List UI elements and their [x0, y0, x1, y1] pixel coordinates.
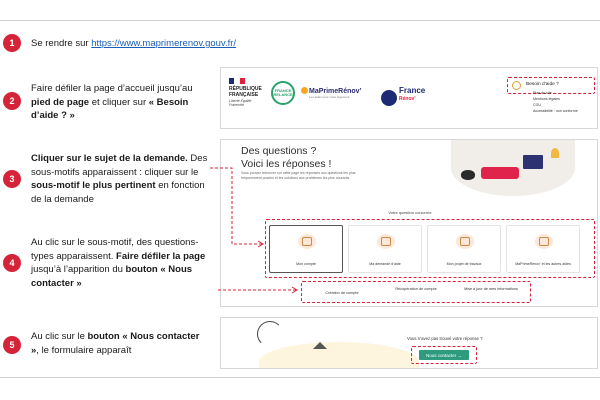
step-3-text: Cliquer sur le sujet de la demande. Des sous-motifs apparaissent : cliquer sur le sous-motif le plus pertinent en fonction de la demande: [31, 153, 208, 205]
sofa-icon: [481, 167, 519, 179]
footer-screenshot: [220, 67, 598, 129]
maprimerenov-logo: MaPrimeRénov’ Les aides pour votre logement: [309, 88, 362, 99]
step-4-text: Au clic sur le sous-motif, des questions-types apparaissent. Faire défiler la page jusqu’à l’apparition du bouton « Nous contacter »: [31, 237, 206, 289]
france-renov-mark-icon: [381, 90, 397, 106]
footer-link-sitemap[interactable]: Plan du site: [533, 91, 552, 95]
step-5-text: Au clic sur le bouton « Nous contacter », le formulaire apparaît: [31, 331, 200, 356]
house-icon: [535, 234, 553, 249]
france-relance-logo: FRANCE RELANCE: [271, 81, 295, 105]
topic-tile-aid-request[interactable]: Ma demande d’aide: [348, 225, 422, 273]
help-icon: [512, 81, 521, 90]
concern-label: Votre question concerne: [388, 210, 432, 215]
footer-link-cgu[interactable]: CGU: [533, 103, 541, 107]
sub-topic-update-info[interactable]: Mise à jour de mes informations: [464, 287, 518, 291]
no-answer-question: Vous n’avez pas trouvé votre réponse ?: [407, 336, 483, 341]
step-3-badge: 3: [3, 170, 21, 188]
arc-decoration-icon: [257, 321, 283, 347]
questions-description: Vous pouvez retrouver sur cette page les réponses aux questions les plus fréquemment posées et les solutions aux problèmes les plus courants.: [241, 171, 356, 180]
french-flag-icon: [229, 78, 245, 84]
republique-francaise-logo: RÉPUBLIQUE FRANÇAISE Liberté Égalité Fraternité: [229, 78, 263, 118]
tools-icon: [456, 234, 474, 249]
maprimerenov-house-icon: [301, 87, 308, 94]
sub-topic-account-creation[interactable]: Création de compte: [325, 291, 359, 295]
maprimerenov-link[interactable]: https://www.maprimerenov.gouv.fr/: [91, 38, 237, 49]
topic-tile-account[interactable]: Mon compte: [269, 225, 343, 273]
topic-tile-other-aids[interactable]: MaPrimeRénov’ et les autres aides: [506, 225, 580, 273]
step-1-badge: 1: [3, 34, 21, 52]
house-roof-icon: [313, 342, 327, 349]
footer-link-accessibility[interactable]: Accessibilité : non conforme: [533, 109, 578, 113]
footer-link-legal[interactable]: Mentions légales: [533, 97, 560, 101]
topic-tile-works-project[interactable]: Mon projet de travaux: [427, 225, 501, 273]
questions-screenshot: [220, 139, 598, 307]
help-button[interactable]: Besoin d’aide ?: [526, 82, 559, 87]
contact-screenshot: [220, 317, 598, 369]
cat-icon: [461, 170, 475, 180]
step-2-text: Faire défiler la page d’accueil jusqu’au pied de page et cliquer sur « Besoin d’aide ? »: [31, 83, 193, 121]
document-icon: [377, 234, 395, 249]
footer-links: [533, 90, 578, 114]
contact-button[interactable]: Nous contacter →: [419, 350, 469, 360]
step-1-text: Se rendre sur https://www.maprimerenov.gouv.fr/: [31, 38, 237, 49]
sub-topic-account-recovery[interactable]: Récupération de compte: [395, 287, 437, 291]
lamp-icon: [551, 148, 559, 158]
france-renov-logo: France Rénov’: [399, 86, 426, 102]
questions-title: Des questions ? Voici les réponses !: [241, 145, 332, 170]
tv-icon: [523, 155, 543, 169]
step-5-badge: 5: [3, 336, 21, 354]
contact-illustration: [259, 342, 419, 369]
step-2-badge: 2: [3, 92, 21, 110]
user-icon: [298, 234, 316, 249]
step-4-badge: 4: [3, 254, 21, 272]
